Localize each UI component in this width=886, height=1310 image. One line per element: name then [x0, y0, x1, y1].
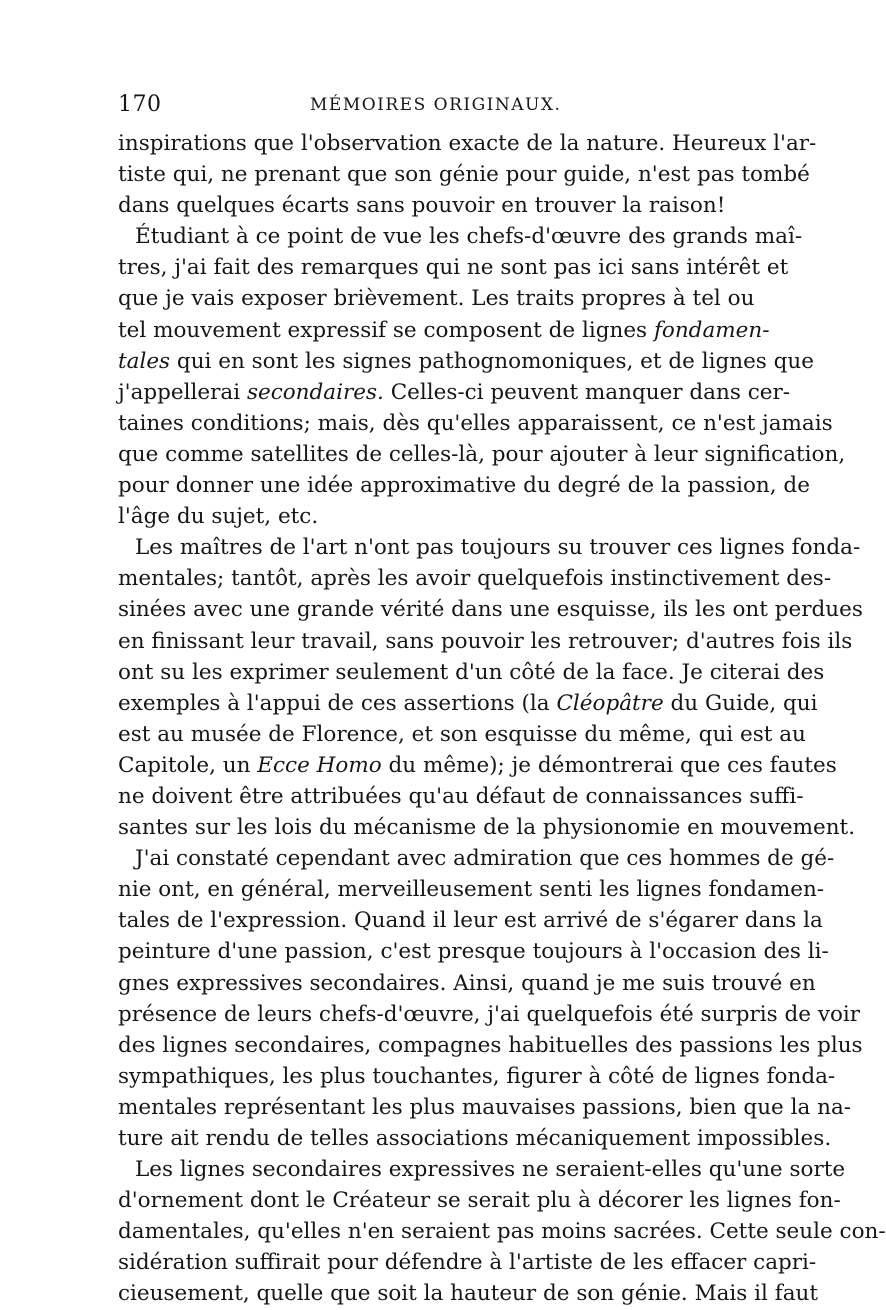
text-segment: dans quelques écarts sans pouvoir en trouver la raison! [118, 193, 726, 219]
body-text [118, 128, 886, 1310]
text-segment: tel mouvement expressif se composent de lignes [118, 317, 654, 343]
text-segment: du Guide, qui [663, 690, 818, 716]
italic-text: fondamen- [653, 317, 770, 343]
text-segment: tales de l'expression. Quand il leur est arrivé de s'égarer dans la [118, 908, 823, 934]
text-segment: Étudiant à ce point de vue les chefs-d'œuvre des grands maî- [135, 224, 803, 250]
text-line [118, 626, 853, 657]
text-segment: que comme satellites de celles-là, pour ajouter à leur signification, [118, 441, 846, 467]
text-line [118, 968, 816, 999]
text-line [118, 159, 810, 190]
paragraph [118, 1154, 886, 1309]
text-segment: cieusement, quelle que soit la hauteur de son génie. Mais il faut [118, 1281, 819, 1307]
text-line [118, 1061, 836, 1092]
text-segment: tiste qui, ne prenant que son génie pour guide, n'est pas tombé [118, 162, 810, 188]
text-line [118, 905, 823, 936]
text-segment: gnes expressives secondaires. Ainsi, quand je me suis trouvé en [118, 970, 816, 996]
italic-text: Cléopâtre [556, 690, 664, 716]
text-segment: en finissant leur travail, sans pouvoir les retrouver; d'autres fois ils [118, 628, 853, 654]
text-segment: exemples à l'appui de ces assertions (la [118, 690, 557, 716]
italic-text: tales [118, 348, 171, 374]
text-line [118, 190, 726, 221]
text-line [118, 377, 791, 408]
text-line [118, 439, 846, 470]
text-line [118, 1092, 852, 1123]
paragraph [118, 128, 817, 221]
text-line [118, 657, 825, 688]
paragraph [118, 843, 863, 1154]
text-line [118, 283, 755, 314]
text-segment: l'âge du sujet, etc. [118, 504, 319, 530]
text-line [118, 532, 861, 563]
text-segment: Celles-ci peuvent manquer dans cer- [383, 379, 791, 405]
text-segment: Capitole, un [118, 752, 258, 778]
text-segment: tres, j'ai fait des remarques qui ne sont pas ici sans intérêt et [118, 255, 789, 281]
text-line [118, 812, 856, 843]
text-line [118, 221, 803, 252]
text-line [118, 563, 832, 594]
text-line [118, 781, 804, 812]
text-segment: d'ornement dont le Créateur se serait plu à décorer les lignes fon- [118, 1188, 841, 1214]
text-line [118, 1216, 886, 1247]
page-number: 170 [118, 92, 162, 117]
italic-text: secondaires. [246, 379, 384, 405]
text-segment: damentales, qu'elles n'en seraient pas moins sacrées. Cette seule con- [118, 1219, 886, 1245]
text-line [118, 999, 861, 1030]
text-segment: mentales; tantôt, après les avoir quelquefois instinctivement des- [118, 566, 832, 592]
text-line [118, 252, 789, 283]
text-line [118, 1278, 819, 1309]
text-line [118, 594, 863, 625]
text-segment: sympathiques, les plus touchantes, figurer à côté de lignes fonda- [118, 1063, 836, 1089]
text-segment: j'appellerai [118, 379, 247, 405]
text-segment: qui en sont les signes pathognomoniques, et de lignes que [170, 348, 814, 374]
text-line [118, 346, 814, 377]
text-line [118, 501, 686, 532]
italic-text: Ecce Homo [257, 752, 382, 778]
text-line [118, 688, 818, 719]
running-title: MÉMOIRES ORIGINAUX. [310, 95, 562, 115]
text-segment: des lignes secondaires, compagnes habituelles des passions les plus [118, 1032, 863, 1058]
text-segment: peinture d'une passion, c'est presque toujours à l'occasion des li- [118, 939, 829, 965]
text-line [118, 1123, 832, 1154]
text-segment: Les lignes secondaires expressives ne seraient-elles qu'une sorte [135, 1157, 846, 1183]
text-line [118, 408, 833, 439]
text-segment: taines conditions; mais, dès qu'elles apparaissent, ce n'est jamais [118, 410, 833, 436]
paragraph [118, 532, 863, 843]
text-segment: ne doivent être attribuées qu'au défaut de connaissances suffi- [118, 783, 804, 809]
text-line [118, 874, 825, 905]
text-segment: présence de leurs chefs-d'œuvre, j'ai quelquefois été surpris de voir [118, 1001, 861, 1027]
text-segment: Les maîtres de l'art n'ont pas toujours su trouver ces lignes fonda- [135, 535, 861, 561]
text-line [118, 719, 806, 750]
text-segment: santes sur les lois du mécanisme de la physionomie en mouvement. [118, 815, 856, 841]
text-segment: est au musée de Florence, et son esquisse du même, qui est au [118, 721, 806, 747]
text-line [118, 750, 837, 781]
text-segment: sidération suffirait pour défendre à l'artiste de les effacer capri- [118, 1250, 817, 1276]
text-segment: ont su les exprimer seulement d'un côté de la face. Je citerai des [118, 659, 825, 685]
text-segment: mentales représentant les plus mauvaises passions, bien que la na- [118, 1094, 852, 1120]
page-header [118, 92, 686, 124]
text-segment: du même); je démontrerai que ces fautes [381, 752, 837, 778]
text-line [118, 470, 810, 501]
text-segment: que je vais exposer brièvement. Les traits propres à tel ou [118, 286, 755, 312]
text-line [118, 1154, 846, 1185]
text-line [118, 315, 770, 346]
text-segment: sinées avec une grande vérité dans une esquisse, ils les ont perdues [118, 597, 863, 623]
text-line [118, 128, 817, 159]
text-line [118, 1185, 841, 1216]
text-line [118, 936, 829, 967]
text-segment: inspirations que l'observation exacte de la nature. Heureux l'ar- [118, 131, 817, 156]
text-line [118, 1030, 863, 1061]
paragraph [118, 221, 846, 532]
text-line [118, 843, 835, 874]
text-segment: J'ai constaté cependant avec admiration que ces hommes de gé- [135, 846, 835, 872]
text-line [118, 1247, 817, 1278]
text-segment: nie ont, en général, merveilleusement senti les lignes fondamen- [118, 877, 825, 903]
text-segment: ture ait rendu de telles associations mécaniquement impossibles. [118, 1126, 832, 1151]
text-segment: pour donner une idée approximative du degré de la passion, de [118, 473, 810, 499]
